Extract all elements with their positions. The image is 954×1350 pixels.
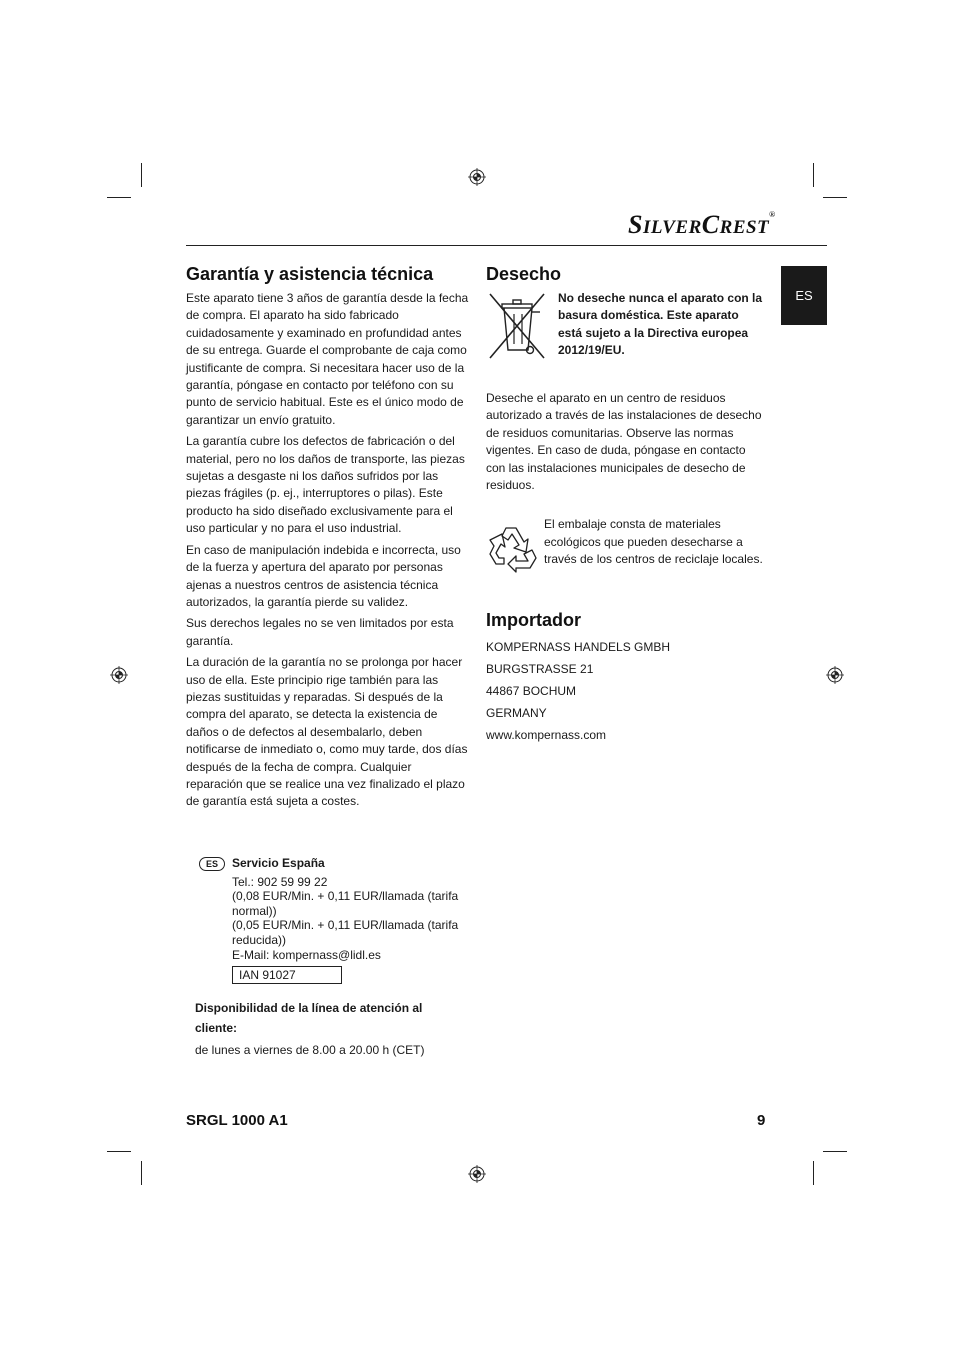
header-divider [186,245,827,246]
disposal-instructions: Deseche el aparato en un centro de residuos autorizado a través de las instalaciones de desecho de residuos comunitarias. Observe las normas vigentes. En caso de duda, póngase en contacto con las instalaciones municipales de desecho de residuos. [486,391,762,493]
disposal-heading: Desecho [486,264,562,284]
disposal-section [486,262,766,746]
brand-logo: SILVERCREST® [628,210,776,239]
service-rate-reduced: (0,05 EUR/Min. + 0,11 EUR/llamada (tarifa reducida)) [232,918,459,947]
registration-mark-icon [468,1165,486,1183]
footer-model: SRGL 1000 A1 [186,1112,288,1129]
disposal-warning: No deseche nunca el aparato con la basura doméstica. Este aparato está sujeto a la Directiva europea 2012/19/EU. [558,291,763,358]
warranty-paragraph: La garantía cubre los defectos de fabricación o del material, pero no los daños de transporte, las piezas sujetas a desgaste ni los daños sufridos por las piezas frágiles (p. ej., interruptores o pilas). Este producto ha sido diseñado exclusivamente para el uso particular y no para el uso industrial. [186,434,465,536]
importer-street: BURGSTRASSE 21 [486,662,594,677]
crop-mark [141,163,142,187]
packaging-text: El embalaje consta de materiales ecológicos que pueden desecharse a través de los centros de reciclaje locales. [544,517,763,567]
country-badge: ES [199,857,225,871]
warranty-paragraph: Sus derechos legales no se ven limitados por esta garantía. [186,616,454,648]
crop-mark [107,1151,131,1152]
ian-number: IAN 91027 [232,966,342,984]
crop-mark [141,1161,142,1185]
importer-website: www.kompernass.com [486,728,607,743]
registration-mark-icon [110,666,128,684]
packaging-note [486,516,766,590]
availability-title: Disponibilidad de la línea de atención al cliente: [195,1001,423,1035]
service-email: E-Mail: kompernass@lidl.es [232,947,381,962]
page-number: 9 [757,1112,766,1129]
importer-company: KOMPERNASS HANDELS GMBH [486,640,671,655]
warranty-paragraph: Este aparato tiene 3 años de garantía desde la fecha de compra. El aparato ha sido fabricado cuidadosamente y examinado en profundidad antes de su entrega. Guarde el comprobante de caja como justificante de compra. Si necesitara hacer uso de la garantía, póngase en contacto por teléfono con su punto de servicio habitual. Este es el único modo de garantizar un envío gratuito. [186,291,469,427]
importer-city: 44867 BOCHUM [486,684,577,699]
availability-section [195,998,465,1060]
recycle-icon [486,520,540,574]
crossed-out-wheelie-bin-icon [486,290,548,362]
warranty-heading: Garantía y asistencia técnica [186,264,434,284]
service-title: Servicio España [232,856,325,870]
registration-mark-icon [826,666,844,684]
service-contact [199,856,469,984]
crop-mark [823,197,847,198]
availability-hours: de lunes a viernes de 8.00 a 20.00 h (CET) [195,1043,425,1057]
crop-mark [813,163,814,187]
warranty-paragraph: La duración de la garantía no se prolonga por hacer uso de ella. Este principio rige también para las piezas sustituidas y reparadas. Si después de la compra del aparato, se detecta la existencia de daños o de defectos al desembalarlo, deben notificarse de inmediato o, como muy tarde, dos días después de la fecha de compra. Cualquier reparación que se realice una vez finalizado el plazo de garantía está sujeta a costes. [186,655,468,809]
crop-mark [823,1151,847,1152]
service-phone: Tel.: 902 59 99 22 [232,874,328,889]
service-rate-normal: (0,08 EUR/Min. + 0,11 EUR/llamada (tarifa normal)) [232,889,459,918]
registration-mark-icon [468,168,486,186]
warranty-section [186,262,469,815]
importer-country: GERMANY [486,706,547,721]
importer-heading: Importador [486,610,582,631]
crop-mark [813,1161,814,1185]
importer-section [486,608,766,746]
warranty-paragraph: En caso de manipulación indebida e incorrecta, uso de la fuerza y apertura del aparato por personas ajenas a nuestros centros de asistencia técnica autorizados, la garantía pierde su validez. [186,542,461,609]
language-tab: ES [781,266,827,325]
crop-mark [107,197,131,198]
